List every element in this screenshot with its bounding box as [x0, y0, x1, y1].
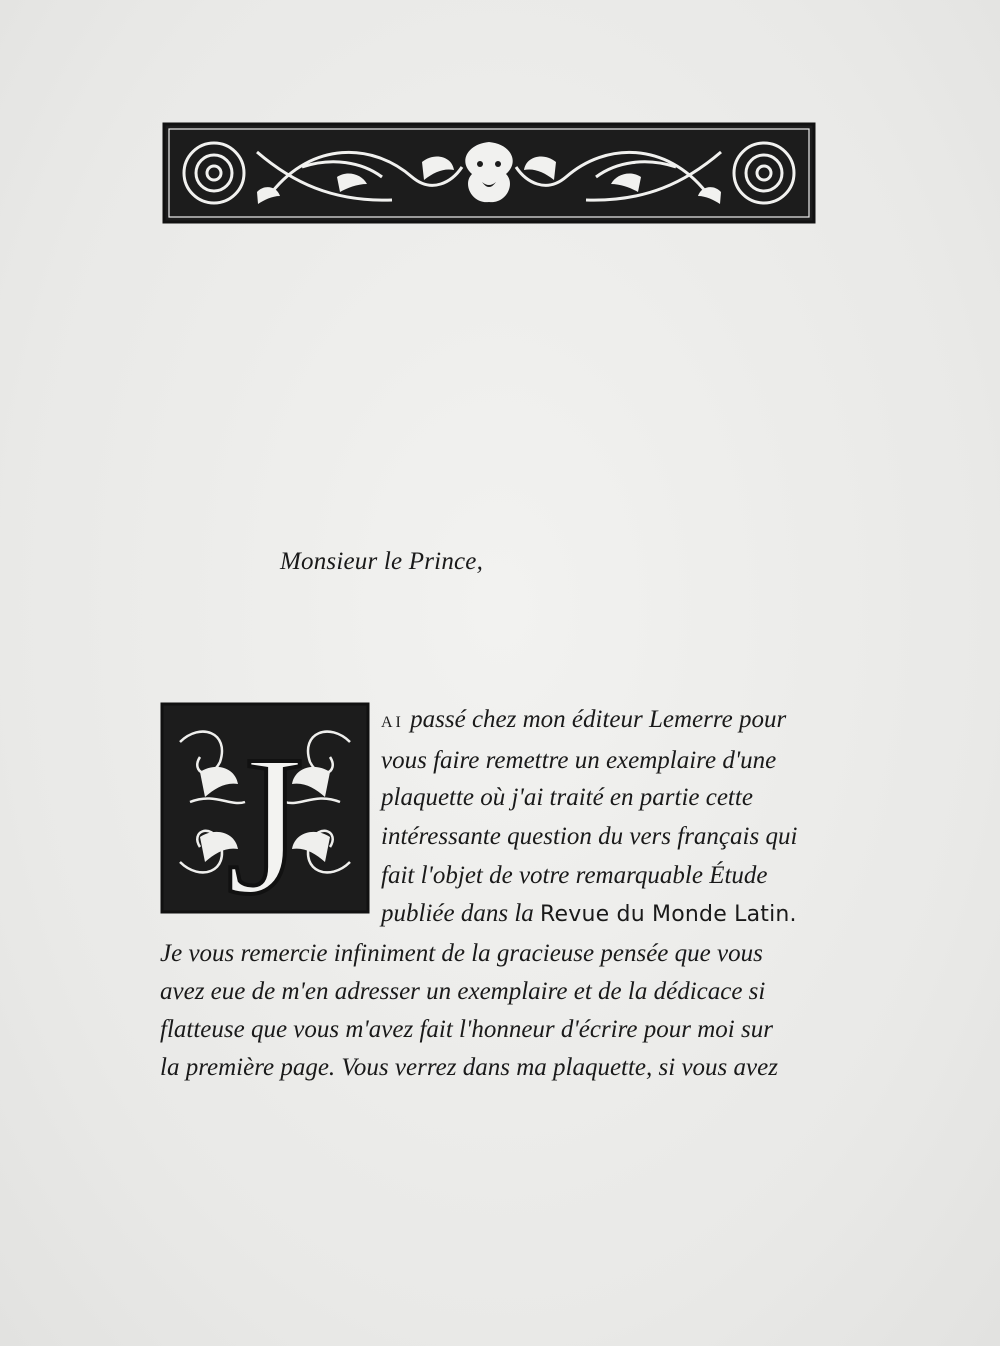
text-line-9: flatteuse que vous m'avez fait l'honneur d'écrire pour moi sur	[160, 1016, 773, 1043]
text-line-6	[381, 900, 797, 928]
text-line-1-body: passé chez mon éditeur Lemerre pour	[410, 706, 787, 733]
text-line-8: avez eue de m'en adresser un exemplaire et de la dédicace si	[160, 978, 766, 1005]
ornamental-header-band	[162, 122, 816, 224]
drop-cap-letter: J	[226, 715, 304, 914]
text-line-1	[381, 706, 786, 734]
text-line-7: Je vous remercie infiniment de la gracieuse pensée que vous	[160, 940, 763, 967]
text-line-10: la première page. Vous verrez dans ma plaquette, si vous avez	[160, 1054, 778, 1081]
text-line-2: vous faire remettre un exemplaire d'une	[381, 747, 777, 774]
text-line-4: intéressante question du vers français qui	[381, 823, 798, 850]
text-line-5: fait l'objet de votre remarquable Étude	[381, 862, 768, 889]
text-line-6-body: publiée dans la	[381, 900, 534, 927]
drop-cap-illuminated-initial	[160, 702, 370, 914]
drop-cap-continuation: AI	[381, 714, 404, 731]
journal-title: Revue du Monde Latin.	[540, 902, 797, 927]
salutation: Monsieur le Prince,	[280, 548, 484, 575]
text-line-3: plaquette où j'ai traité en partie cette	[381, 784, 753, 811]
